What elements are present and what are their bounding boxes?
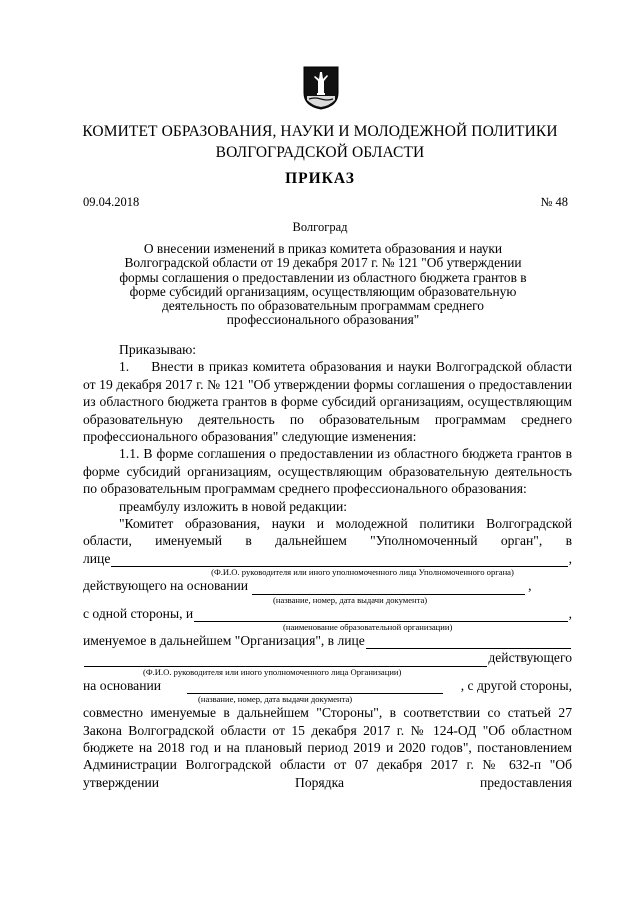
subject-line: Волгоградской области от 19 декабря 2017 г. № 121 "Об утверждении <box>124 255 522 271</box>
fill-end: действующего <box>488 650 572 666</box>
order-city: Волгоград <box>292 220 348 234</box>
caption-org-head: (Ф.И.О. руководителя или иного уполномоченного лица Организации) <box>143 666 402 677</box>
organization-name <box>60 121 580 163</box>
preamble-quote: "Комитет образования, науки и молодежной политики Волгоградской области, именуемый в дальнейшем "Уполномоченный орган", в <box>83 516 572 549</box>
blank-line <box>111 553 567 567</box>
fill-line-basis <box>83 577 572 594</box>
fill-line-named <box>83 632 572 649</box>
fill-label: именуемое в дальнейшем "Организация", в лице <box>83 633 365 649</box>
order-title: ПРИКАЗ <box>285 170 355 187</box>
fill-line-acting <box>83 649 572 666</box>
fill-label: с одной стороны, и <box>83 605 194 621</box>
fill-line-official <box>83 550 572 567</box>
blank-line <box>187 680 443 694</box>
subject-line: О внесении изменений в приказ комитета образования и науки <box>143 241 503 256</box>
volgograd-coat-of-arms-icon <box>303 66 339 110</box>
item-1-1-paragraph: 1.1. В форме соглашения о предоставлении из областного бюджета грантов в форме субсидий организациям, осуществляющим образовательную деятельность по образовательным программам среднего профессионального образования: <box>83 446 572 497</box>
subject-line: формы соглашения о предоставлении из областного бюджета грантов в <box>119 269 527 285</box>
caption-basis: (название, номер, дата выдачи документа) <box>273 594 428 605</box>
subject-line: форме субсидий организациям, осуществляющим образовательную <box>129 283 517 299</box>
caption-basis-2: (название, номер, дата выдачи документа) <box>198 694 353 705</box>
order-subject <box>95 242 551 328</box>
preamble-intro: преамбулу изложить в новой редакции: <box>119 498 348 514</box>
org-line-2: ВОЛГОГРАДСКОЙ ОБЛАСТИ <box>215 144 425 161</box>
fill-line-organization <box>83 605 572 622</box>
order-number: № 48 <box>540 195 568 209</box>
fill-label: на основании <box>83 677 162 693</box>
fill-end: , <box>568 605 572 621</box>
blank-line <box>252 581 525 595</box>
fill-label: лице <box>83 550 111 566</box>
subject-line: деятельность по образовательным программам среднего <box>161 298 484 314</box>
fill-end: , с другой стороны, <box>460 677 572 693</box>
order-body <box>83 341 572 791</box>
item-1-paragraph <box>83 358 572 445</box>
fill-label: действующего на основании <box>83 578 249 594</box>
blank-line <box>366 635 571 649</box>
org-line-1: КОМИТЕТ ОБРАЗОВАНИЯ, НАУКИ И МОЛОДЕЖНОЙ ПОЛИТИКИ <box>82 123 558 140</box>
final-paragraph: совместно именуемые в дальнейшем "Стороны", в соответствии со статьей 27 Закона Волгоградской области от 15 декабря 2017 г. № 124-ОД "Об областном бюджете на 2018 год и на плановый период 2019 и 2020 годов", постановлением Администрации Волгоградской области от 07 декабря 2017 г. № 632-п "Об утверждении Порядка предоставления <box>83 705 572 790</box>
blank-line <box>194 608 567 622</box>
caption-organization: (наименование образовательной организации) <box>283 622 453 633</box>
subject-line: профессионального образования" <box>226 312 420 328</box>
item-1-number: 1. <box>119 359 130 375</box>
fill-end: , <box>568 550 572 566</box>
order-date: 09.04.2018 <box>83 195 140 209</box>
prikazyvayu-text: Приказываю: <box>119 342 197 357</box>
blank-line <box>84 653 487 667</box>
item-1-text: Внести в приказ комитета образования и науки Волгоградской области от 19 декабря 2017 г. № 121 "Об утверждении формы соглашения о предоставлении из областного бюджета грантов в форме субсидий организациям, осуществляющим образовательную деятельность по образовательным программам среднего профессионального образования" следующие изменения: <box>83 359 572 445</box>
fill-line-basis-2 <box>83 677 572 694</box>
caption-official: (Ф.И.О. руководителя или иного уполномоченного лица Уполномоченного органа) <box>211 567 514 578</box>
fill-end: , <box>528 578 532 594</box>
